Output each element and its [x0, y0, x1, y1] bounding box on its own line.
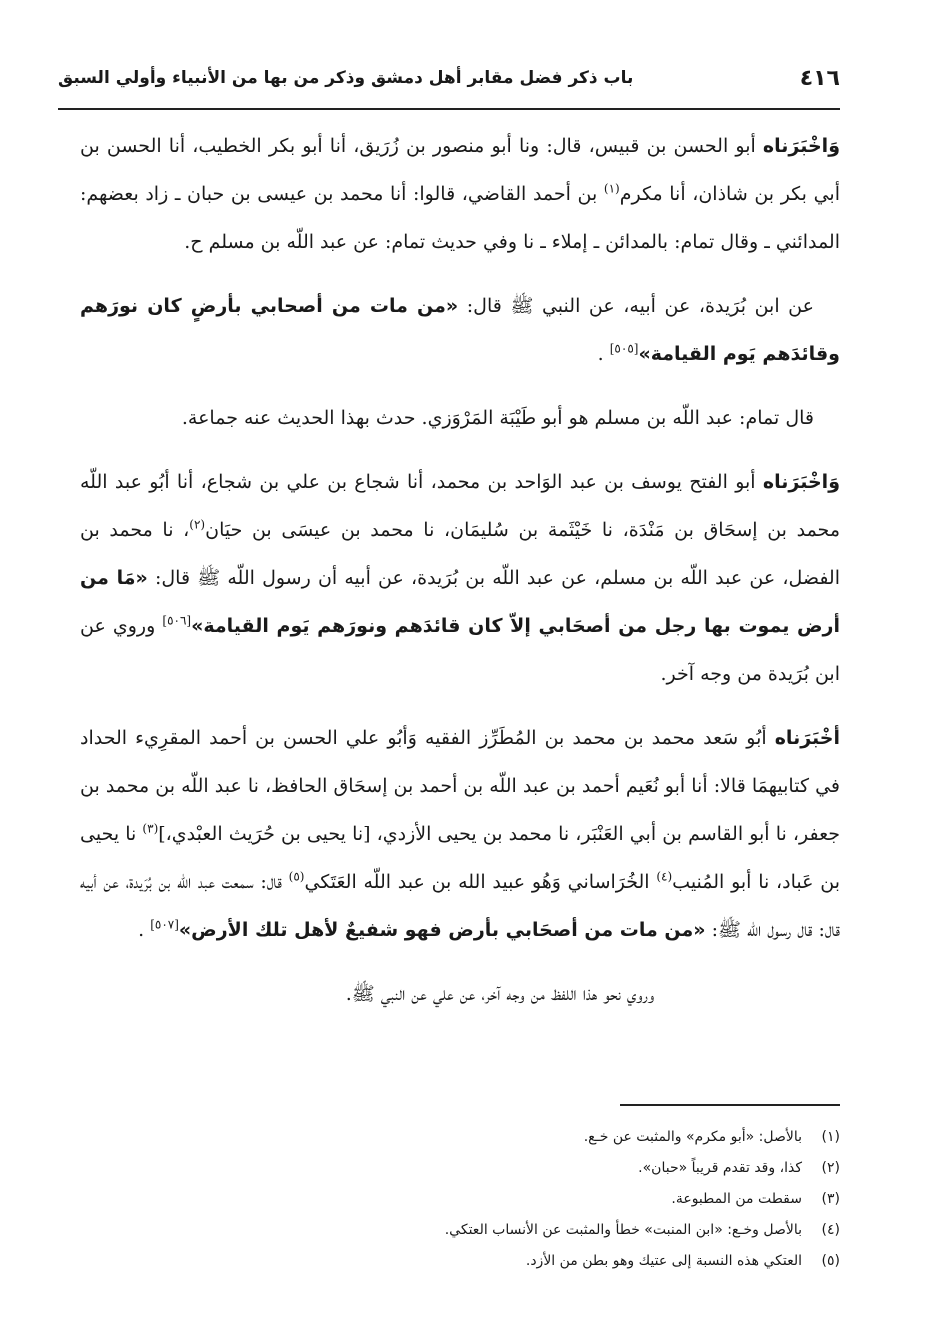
footnote-number: (٢) [821, 1160, 840, 1176]
isnad-text: عن ابن بُرَيدة، عن أبيه، عن النبي ﷺ قال: [458, 295, 814, 317]
hadith-text: «من مات من أصحَابي بأرض فهو شفيعٌ لأهل تلك الأرض» [178, 919, 706, 941]
page-header [58, 62, 840, 110]
paragraph-4 [80, 458, 840, 698]
hadith-number: [٥٠٧] [150, 917, 179, 932]
hadith-number: [٥٠٦] [162, 613, 192, 628]
paragraph-5 [80, 714, 840, 954]
footnote-separator [620, 1104, 840, 1106]
footnote-text: بالأصل: «أبو مكرم» والمثبت عن خـع. [583, 1129, 802, 1145]
isnad-text: أبو الحسن بن قبيس، قال: ونا أبو منصور بن زُرَيق، أنا أبو بكر الخطيب، أنا الحسن بن أبي بكر بن شاذان، أنا مكرم [80, 135, 840, 205]
footnote-ref[interactable]: (٣) [142, 821, 159, 836]
footnote-item [140, 1215, 840, 1246]
paragraph-1 [80, 122, 840, 266]
hadith-text: «من مات من أصحابي بأرضٍ كان نورَهم وقائدَهم يَوم القيامة» [80, 295, 840, 365]
akhbarana-keyword: وَاخْبَرَناه [762, 135, 840, 157]
footnote-text: بالأصل وخـع: «ابن المنبت» خطأ والمثبت عن الأنساب العتكي. [444, 1222, 802, 1238]
punctuation: . [597, 343, 610, 365]
footnote-number: (٣) [821, 1191, 840, 1207]
isnad-text: قال: سمعت عبد اللّه بن بُرَيدة، عن أبيه قال: قال رسول الله ﷺ: [80, 871, 840, 941]
isnad-text: ، نا محمد بن الفضل، عن عبد اللّه بن مسلم، عن عبد اللّه بن بُرَيدة، عن أبيه أن رسول اللّه ﷺ قال: [80, 519, 841, 589]
footnote-text: سقطت من المطبوعة. [671, 1191, 802, 1207]
footnotes [140, 1122, 840, 1277]
isnad-text: أبُو سَعد محمد بن محمد بن المُطَرِّز الفقيه وَأبُو علي الحسن بن أحمد المقرِيء الحداد في كتابيهمَا قالا: أنا أبو نُعَيم أحمد بن عبد اللّه بن أحمد بن إسحَاق الحافظ، نا عبد اللّه بن محمد بن جعفر، نا أبو القاسم بن أبي العَنْبَر، نا محمد بن يحيى الأزدي، [نا يحيى بن حُرَيث العبْدي،] [80, 727, 841, 845]
footnote-text: كذا، وقد تقدم قريباً «حبان». [638, 1160, 802, 1176]
footnote-item [140, 1122, 840, 1153]
punctuation: . [138, 919, 151, 941]
footnote-number: (١) [821, 1129, 840, 1145]
paragraph-3 [80, 394, 840, 442]
isnad-text: وروي عن ابن بُرَيدة من وجه آخر. [80, 615, 840, 685]
footnote-item [140, 1153, 840, 1184]
paragraph-6 [80, 970, 840, 1018]
footnote-number: (٤) [821, 1222, 840, 1238]
hadith-number: [٥٠٥] [609, 341, 639, 356]
isnad-text: أبو الفتح يوسف بن عبد الوَاحد بن محمد، أنا شجاع بن علي بن شجاع، أنا أبُو عبد اللّه محمد بن إسحَاق بن مَنْدَة، نا خَيْثَمة بن سُليمَان، نا محمد بن عيسَى بن حيَان [80, 471, 840, 541]
footnote-ref[interactable]: (٢) [189, 517, 206, 532]
hadith-text: «مَا من أرض يموت بها رجل من أصحَابي إلاّ كان قائدَهم ونورَهم يَوم القيامة» [80, 567, 840, 637]
page-number: ٤١٦ [799, 66, 840, 91]
isnad-text: نا يحيى بن عَباد، نا أبو المُنيب [80, 823, 840, 893]
footnote-ref[interactable]: (٥) [288, 869, 305, 884]
isnad-text: بن أحمد القاضي، قالوا: أنا محمد بن عيسى بن حبان ـ زاد بعضهم: المدائني ـ وقال تمام: بالمدائن ـ إملاء ـ نا وفي حديث تمام: عن عبد اللّه بن مسلم ح. [80, 183, 840, 253]
akhbarana-keyword: أخْبَرَناه [774, 727, 840, 749]
akhbarana-keyword: وَاخْبَرَناه [762, 471, 840, 493]
footnote-number: (٥) [821, 1253, 840, 1269]
footnote-item [140, 1184, 840, 1215]
paragraph-2 [80, 282, 840, 378]
footnote-item [140, 1246, 840, 1277]
main-text [80, 122, 840, 1034]
closing-text: وروي نحو هذا اللفظ من وجه آخر، عن علي عن النبي ﷺ. [345, 983, 655, 1005]
commentary-text: قال تمام: عبد اللّه بن مسلم هو أبو طَيْبَة المَرْوَزي. حدث بهذا الحديث عنه جماعة. [181, 407, 814, 429]
footnote-ref[interactable]: (٤) [656, 869, 673, 884]
running-title: باب ذكر فضل مقابر أهل دمشق وذكر من بها من الأنبياء وأولي السبق [58, 68, 634, 88]
footnote-text: العتكي هذه النسبة إلى عتيك وهو بطن من الأزد. [525, 1253, 802, 1269]
isnad-text: الخُرَاساني وَهُو عبيد الله بن عبد اللّه العَتَكي [304, 871, 657, 893]
footnote-ref[interactable]: (١) [603, 181, 620, 196]
